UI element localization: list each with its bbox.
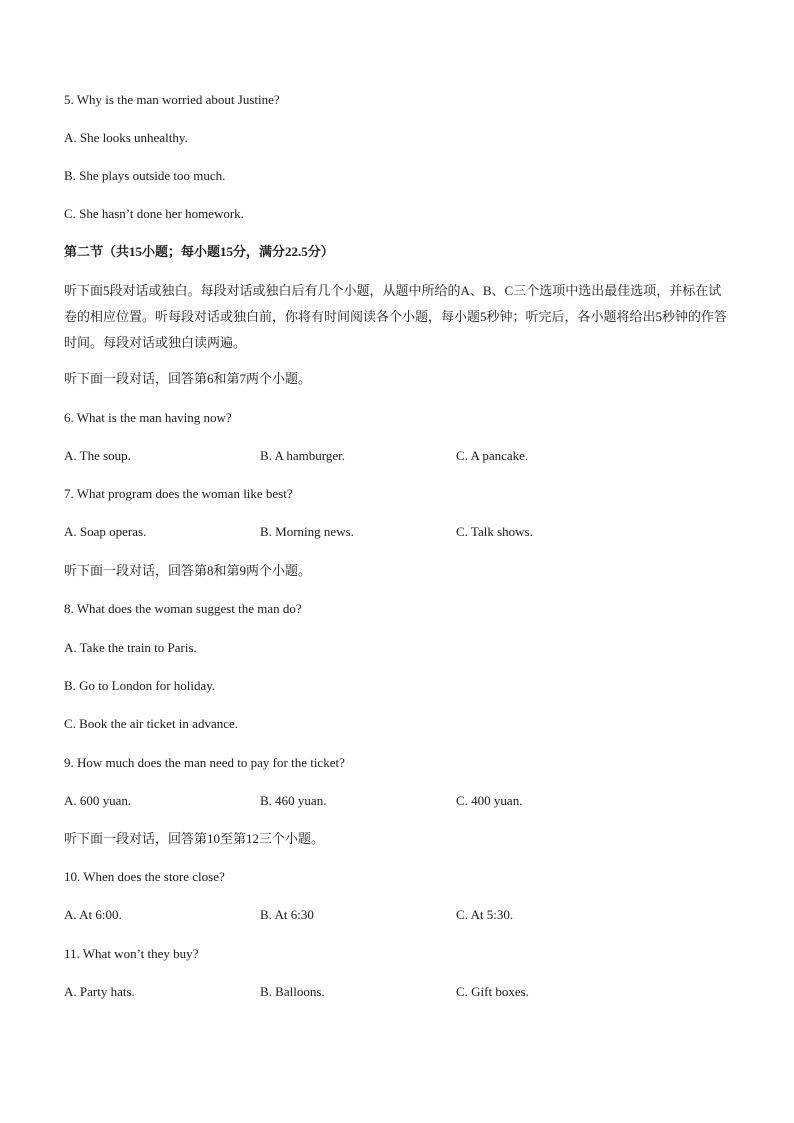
q6-options bbox=[64, 448, 734, 464]
q11-option-b: B. Balloons. bbox=[260, 984, 325, 999]
q9-option-a: A. 600 yuan. bbox=[64, 793, 132, 808]
q5-option-a: A. She looks unhealthy. bbox=[64, 130, 188, 145]
question-7: 7. What program does the woman like best? bbox=[64, 486, 293, 501]
question-11: 11. What won’t they buy? bbox=[64, 946, 199, 961]
q7-options bbox=[64, 524, 734, 540]
section-2-instructions: 听下面5段对话或独白。每段对话或独白后有几个小题，从题中所给的A、B、C三个选项中选出最佳选项，并标在试卷的相应位置。听每段对话或独白前，你将有时间阅读各个小题，每小题5秒钟；听完后，各小题将给出5秒钟的作答时间。每段对话或独白读两遍。 bbox=[64, 283, 728, 350]
q7-option-a: A. Soap operas. bbox=[64, 524, 147, 539]
q10-option-b: B. At 6:30 bbox=[260, 907, 314, 922]
q7-option-c: C. Talk shows. bbox=[456, 524, 533, 539]
q11-options bbox=[64, 984, 734, 1000]
q9-option-c: C. 400 yuan. bbox=[456, 793, 523, 808]
q10-options bbox=[64, 907, 734, 923]
question-8: 8. What does the woman suggest the man do? bbox=[64, 601, 302, 616]
q5-option-b: B. She plays outside too much. bbox=[64, 168, 226, 183]
q8-option-c: C. Book the air ticket in advance. bbox=[64, 716, 239, 731]
question-9: 9. How much does the man need to pay for the ticket? bbox=[64, 755, 345, 770]
dialog-1-intro: 听下面一段对话，回答第6和第7两个小题。 bbox=[64, 371, 312, 386]
q9-option-b: B. 460 yuan. bbox=[260, 793, 327, 808]
q7-option-b: B. Morning news. bbox=[260, 524, 354, 539]
q11-option-a: A. Party hats. bbox=[64, 984, 135, 999]
q9-options bbox=[64, 793, 734, 809]
q6-option-c: C. A pancake. bbox=[456, 448, 529, 463]
dialog-2-intro: 听下面一段对话，回答第8和第9两个小题。 bbox=[64, 563, 312, 578]
question-5: 5. Why is the man worried about Justine? bbox=[64, 92, 280, 107]
q8-option-a: A. Take the train to Paris. bbox=[64, 640, 197, 655]
question-6: 6. What is the man having now? bbox=[64, 410, 232, 425]
question-10: 10. When does the store close? bbox=[64, 869, 225, 884]
q8-option-b: B. Go to London for holiday. bbox=[64, 678, 216, 693]
dialog-3-intro: 听下面一段对话，回答第10至第12三个小题。 bbox=[64, 831, 325, 846]
q6-option-a: A. The soup. bbox=[64, 448, 131, 463]
q5-option-c: C. She hasn’t done her homework. bbox=[64, 206, 244, 221]
q10-option-a: A. At 6:00. bbox=[64, 907, 122, 922]
q11-option-c: C. Gift boxes. bbox=[456, 984, 529, 999]
q6-option-b: B. A hamburger. bbox=[260, 448, 345, 463]
section-2-heading: 第二节（共15小题；每小题15分，满分22.5分） bbox=[64, 244, 334, 259]
q10-option-c: C. At 5:30. bbox=[456, 907, 514, 922]
